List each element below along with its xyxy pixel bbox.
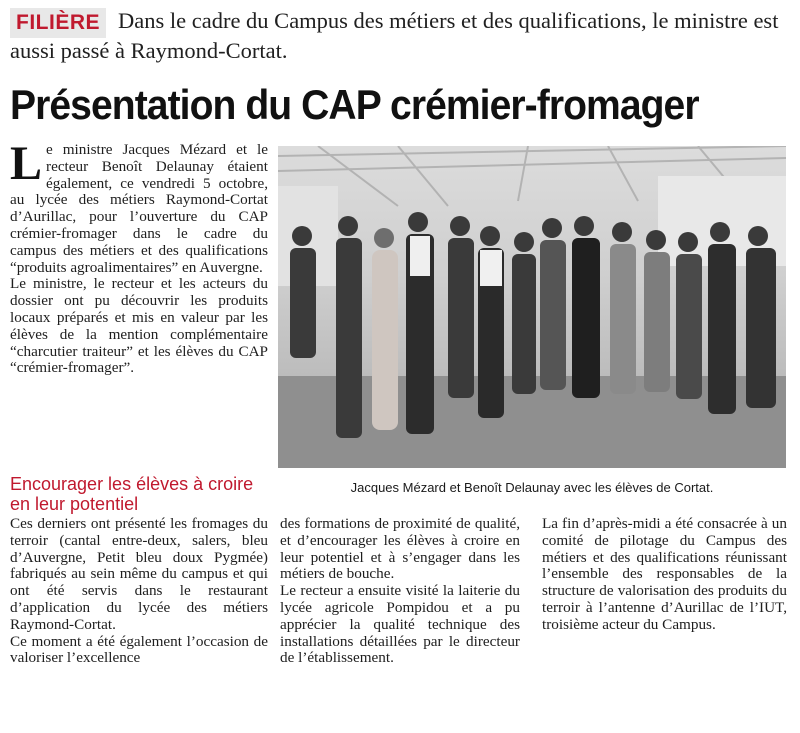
- section-kicker-label: FILIÈRE: [10, 8, 106, 38]
- lead-text: Dans le cadre du Campus des métiers et des qualifications, le ministre est aussi passé à Raymond-Cortat.: [10, 8, 779, 63]
- paragraph-7: La fin d’après-midi a été consacrée à un comité de pilotage du Campus des métiers et des qualifications réunissant l’ensemble des responsables de la structure de valorisation des produits du terroir à l’antenne d’Aurillac de l’IUT, troisième acteur du Campus.: [542, 515, 787, 633]
- paragraph-5: des formations de proximité de qualité, et d’encourager les élèves à croire en leur potentiel et à s’engager dans les métiers de bouche.: [280, 515, 520, 583]
- article-column-3: [542, 516, 787, 634]
- kicker-block: [10, 6, 790, 68]
- paragraph-4: Ce moment a été également l’occasion de valoriser l’excellence: [10, 632, 268, 667]
- article-headline: Présentation du CAP crémier-fromager: [10, 81, 699, 128]
- article-column-1b: [10, 516, 268, 667]
- drop-cap: L: [10, 137, 43, 190]
- paragraph-6: Le recteur a ensuite visité la laiterie du lycée agricole Pompidou et a pu apprécier la qualité technique des installations détaillées par le directeur de l’établissement.: [280, 582, 520, 667]
- group-photo-illustration: [278, 146, 786, 468]
- article-column-2: [280, 516, 520, 667]
- group-photo: [278, 146, 786, 468]
- photo-caption: Jacques Mézard et Benoît Delaunay avec les élèves de Cortat.: [350, 480, 714, 495]
- paragraph-3: Ces derniers ont présenté les fromages du terroir (cantal entre-deux, salers, bleu d’Auvergne, Petit bleu doux Pygmée) fabriqués au sein même du campus et qui ont été servis dans le restaurant d’application du lycée des métiers Raymond-Cortat.: [10, 515, 268, 633]
- paragraph-2: Le ministre, le recteur et les acteurs du dossier ont pu découvrir les produits locaux préparés et mis en valeur par les élèves de la mention complémentaire “charcutier traiteur” et les élèves du CAP “crémier-fromager”.: [10, 275, 268, 377]
- article-column-1: [10, 137, 268, 377]
- paragraph-1: e ministre Jacques Mézard et le recteur Benoît Delaunay étaient également, ce vendredi 5 octobre, au lycée des métiers Raymond-Cortat d’Aurillac, pour l’ouverture du CAP crémier-fromager dans le cadre du campus des métiers et des qualifications “produits agroalimentaires” en Auvergne.: [10, 141, 268, 276]
- subheading: Encourager les élèves à croire en leur potentiel: [10, 474, 254, 514]
